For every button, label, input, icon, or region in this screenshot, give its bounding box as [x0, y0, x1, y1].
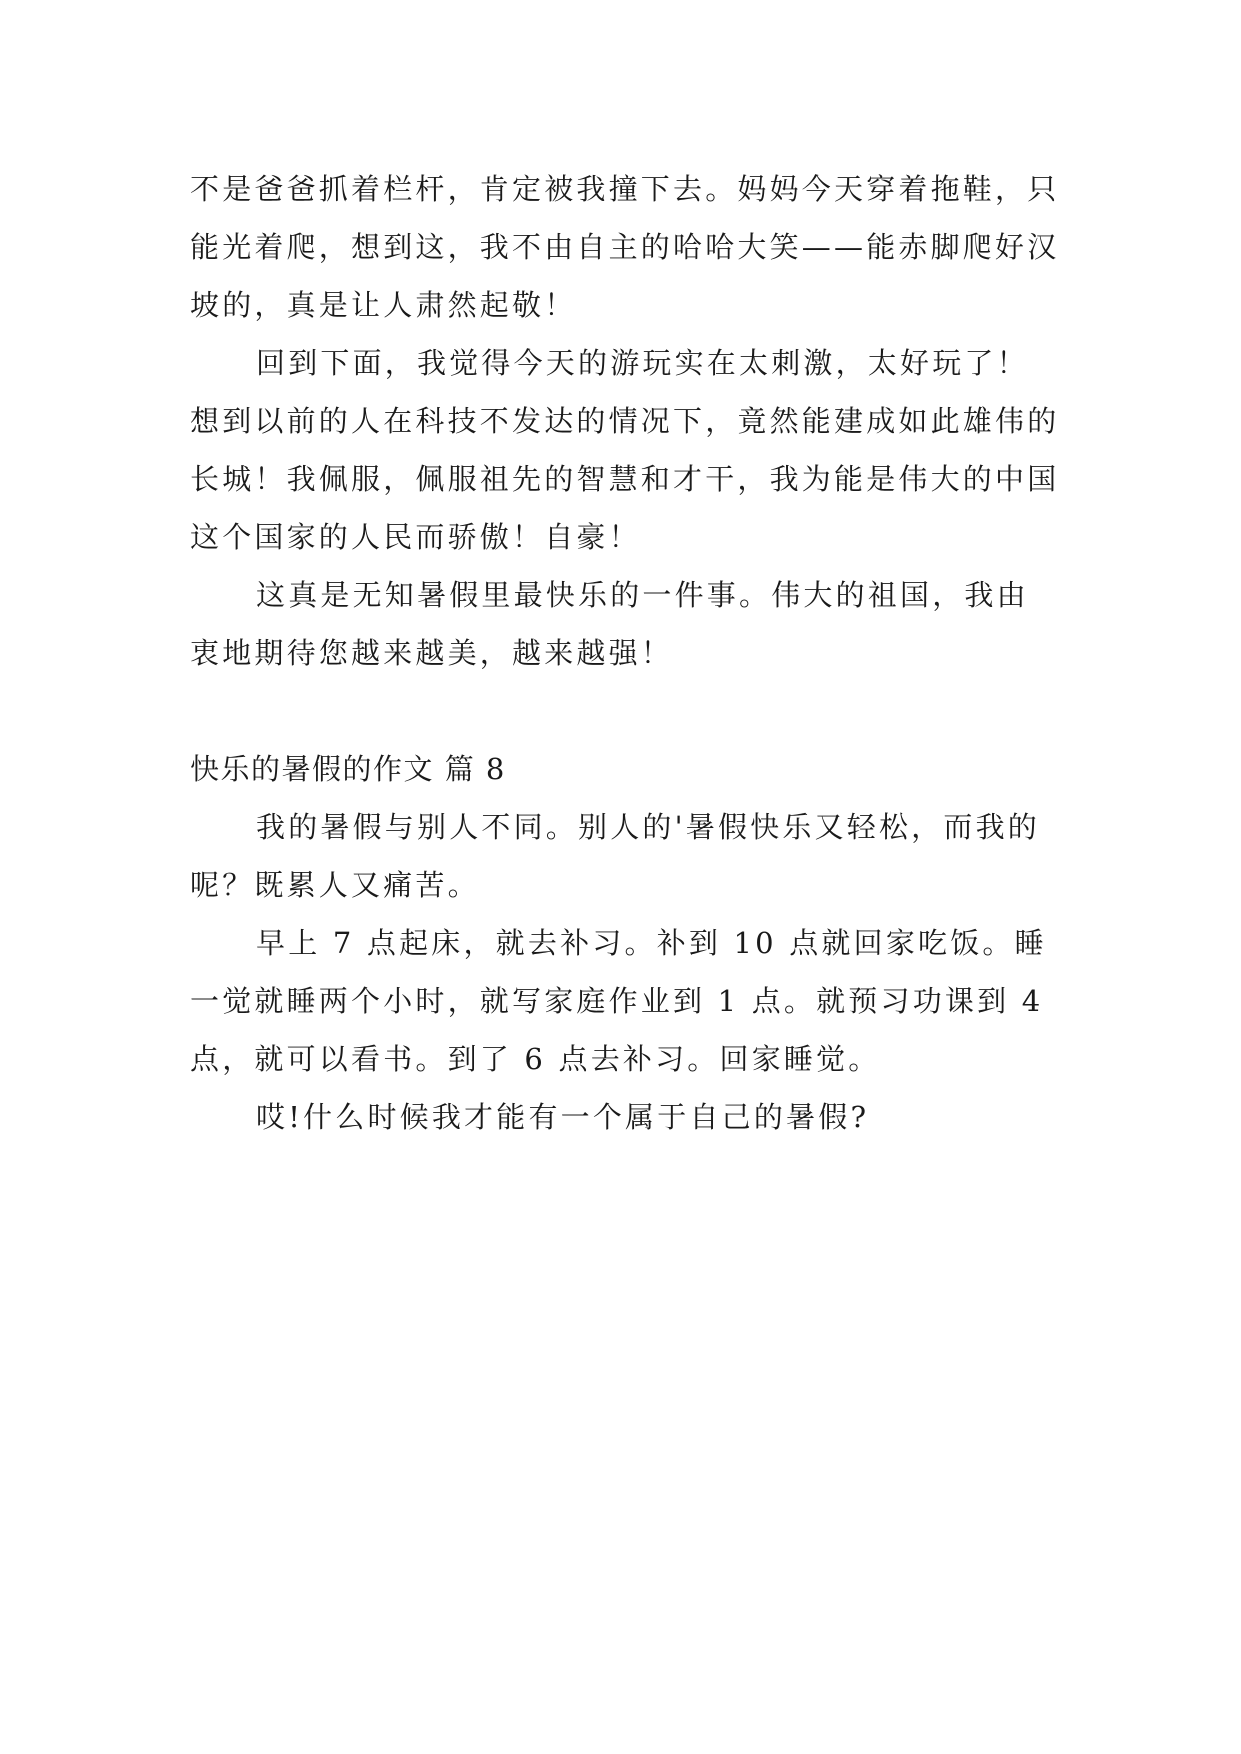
paragraph-continuation: 不是爸爸抓着栏杆，肯定被我撞下去。妈妈今天穿着拖鞋，只能光着爬，想到这，我不由自主的哈哈大笑——能赤脚爬好汉坡的，真是让人肃然起敬！ [190, 172, 1060, 322]
paragraph: 回到下面，我觉得今天的游玩实在太刺激，太好玩了！想到以前的人在科技不发达的情况下，竟然能建成如此雄伟的长城！我佩服，佩服祖先的智慧和才干，我为能是伟大的中国这个国家的人民而骄傲！自豪！ [190, 346, 1060, 554]
section-heading: 快乐的暑假的作文 篇 8 [190, 752, 506, 786]
paragraph: 早上 7 点起床，就去补习。补到 10 点就回家吃饭。睡一觉就睡两个小时，就写家庭作业到 1 点。就预习功课到 4 点，就可以看书。到了 6 点去补习。回家睡觉。 [190, 926, 1047, 1076]
blank-line [190, 682, 1060, 740]
document-body [190, 160, 1060, 1146]
paragraph: 这真是无知暑假里最快乐的一件事。伟大的祖国，我由衷地期待您越来越美，越来越强！ [190, 578, 1029, 670]
paragraph: 哎!什么时候我才能有一个属于自己的暑假? [256, 1100, 870, 1134]
paragraph: 我的暑假与别人不同。别人的'暑假快乐又轻松，而我的呢？既累人又痛苦。 [190, 810, 1040, 902]
